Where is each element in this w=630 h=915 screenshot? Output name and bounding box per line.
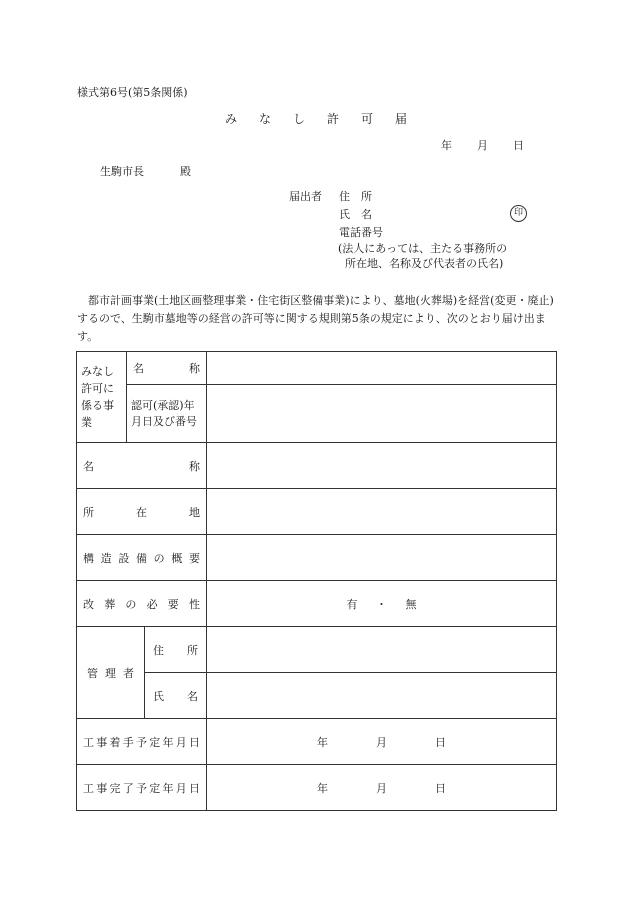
note-line-1: (法人にあっては、主たる事務所の	[338, 242, 508, 255]
reburial-separator: ・	[376, 597, 387, 611]
start-date-field[interactable]	[207, 719, 557, 765]
start-date-label: 工事着手予定年月日	[77, 719, 207, 765]
seal-mark: 印	[510, 205, 527, 222]
start-day: 日	[435, 735, 446, 749]
location-label: 所在地	[77, 489, 207, 535]
name-field[interactable]	[207, 443, 557, 489]
applicant-note	[338, 241, 507, 271]
start-month: 月	[376, 735, 387, 749]
project-name-label: 名称	[127, 352, 207, 385]
reburial-field[interactable]	[207, 581, 557, 627]
addressee	[100, 163, 191, 179]
project-name-field[interactable]	[207, 352, 557, 385]
body-paragraph	[77, 292, 557, 346]
reburial-yes[interactable]: 有	[346, 597, 358, 611]
manager-address-label: 住所	[145, 627, 207, 673]
body-text: 都市計画事業(土地区画整理事業・住宅街区整備事業)により、墓地(火葬場)を経営(変更・廃止)するので、生駒市墓地等の経営の許可等に関する規則第5条の規定により、次のとおり届け出ます。	[77, 294, 554, 343]
end-month: 月	[376, 781, 387, 795]
start-year: 年	[317, 735, 328, 749]
applicant-name-label: 氏 名	[339, 208, 372, 221]
end-date-field[interactable]	[207, 765, 557, 811]
applicant-block	[289, 188, 383, 242]
approval-label: 認可(承認)年月日及び番号	[127, 385, 207, 443]
manager-address-field[interactable]	[207, 627, 557, 673]
form-number: 様式第6号(第5条関係)	[77, 86, 188, 99]
structure-label: 構造設備の概要	[77, 535, 207, 581]
location-field[interactable]	[207, 489, 557, 535]
addressee-honorific: 殿	[180, 165, 191, 178]
applicant-address-label: 住 所	[339, 190, 372, 203]
submission-date	[441, 137, 524, 153]
reburial-no[interactable]: 無	[405, 597, 417, 611]
manager-name-label: 氏名	[145, 673, 207, 719]
end-date-label: 工事完了予定年月日	[77, 765, 207, 811]
manager-label: 管理者	[77, 627, 145, 719]
document-title: みなし許可届	[225, 112, 430, 126]
structure-field[interactable]	[207, 535, 557, 581]
date-month: 月	[477, 139, 488, 152]
reburial-label: 改葬の必要性	[77, 581, 207, 627]
applicant-label: 届出者	[289, 190, 322, 203]
date-year: 年	[441, 139, 452, 152]
addressee-name: 生駒市長	[100, 165, 144, 178]
end-day: 日	[435, 781, 446, 795]
project-group-label: みなし許可に係る事業	[77, 352, 127, 443]
manager-name-field[interactable]	[207, 673, 557, 719]
end-year: 年	[317, 781, 328, 795]
name-label: 名称	[77, 443, 207, 489]
applicant-phone-label: 電話番号	[339, 226, 383, 239]
note-line-2: 所在地、名称及び代表者の氏名)	[345, 257, 504, 270]
notification-table	[76, 351, 557, 811]
date-day: 日	[513, 139, 524, 152]
approval-field[interactable]	[207, 385, 557, 443]
